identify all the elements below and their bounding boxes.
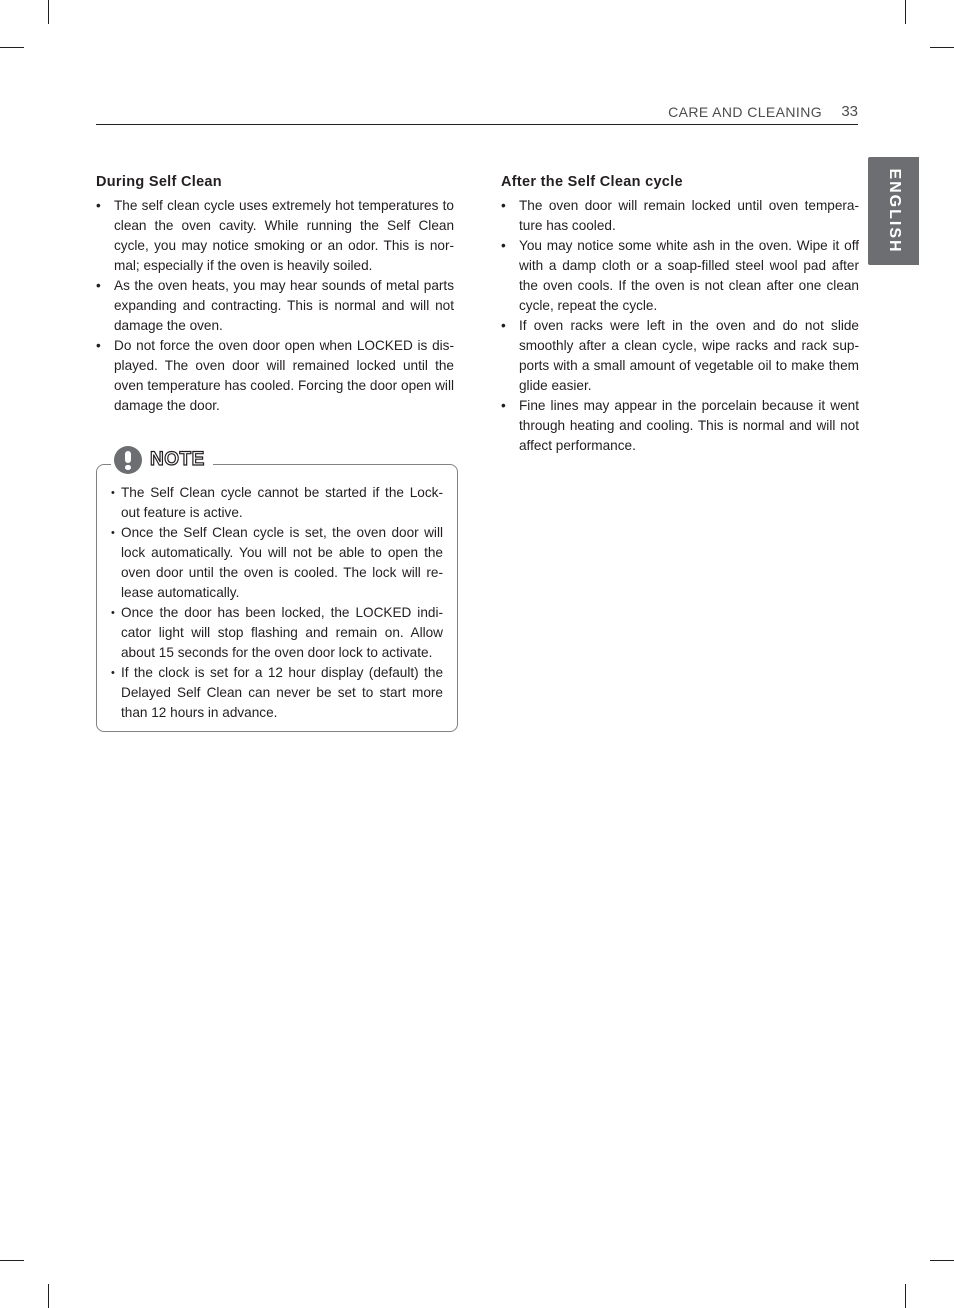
crop-mark xyxy=(930,1260,954,1261)
list-item: • The Self Clean cycle cannot be started if the Lock-out feature is active. xyxy=(111,483,443,523)
list-item: • If the clock is set for a 12 hour display (default) the Delayed Self Clean can never be set to start more than 12 hours in advance. xyxy=(111,663,443,723)
page-header xyxy=(96,104,858,125)
list-item: • Once the door has been locked, the LOCKED indi-cator light will stop flashing and remain on. Allow about 15 seconds for the oven door lock to activate. xyxy=(111,603,443,663)
note-box xyxy=(96,449,458,732)
left-column xyxy=(96,172,454,416)
list-item: • Do not force the oven door open when LOCKED is dis-played. The oven door will remained locked until the oven temperature has cooled. Forcing the door open will damage the door. xyxy=(96,336,454,416)
list-item: • The self clean cycle uses extremely hot temperatures to clean the oven cavity. While running the Self Clean cycle, you may notice smoking or an odor. This is nor-mal; especially if the oven is heavily soiled. xyxy=(96,196,454,276)
section-heading-after-self-clean: After the Self Clean cycle xyxy=(501,174,683,190)
section-heading-during-self-clean: During Self Clean xyxy=(96,174,222,190)
crop-mark xyxy=(930,47,954,48)
list-item: • Once the Self Clean cycle is set, the oven door will lock automatically. You will not be able to open the oven door until the oven is cooled. The lock will re-lease automatically. xyxy=(111,523,443,603)
crop-mark xyxy=(48,0,49,24)
crop-mark xyxy=(0,1260,24,1261)
language-tab-label: ENGLISH xyxy=(885,168,903,254)
note-header xyxy=(111,445,213,475)
crop-mark xyxy=(48,1284,49,1308)
crop-mark xyxy=(905,0,906,24)
right-column xyxy=(501,172,859,456)
section-title: CARE AND CLEANING xyxy=(668,104,822,120)
after-self-clean-list xyxy=(501,196,859,456)
during-self-clean-list xyxy=(96,196,454,416)
note-body xyxy=(111,483,443,723)
crop-mark xyxy=(0,47,24,48)
note-list xyxy=(111,483,443,723)
list-item: • You may notice some white ash in the oven. Wipe it off with a damp cloth or a soap-filled steel wool pad after the oven cools. If the oven is not clean after one clean cycle, repeat the cycle. xyxy=(501,236,859,316)
page-number: 33 xyxy=(841,103,858,120)
exclamation-icon xyxy=(114,446,142,474)
note-title: NOTE xyxy=(150,449,205,470)
language-tab xyxy=(868,157,919,265)
list-item: • As the oven heats, you may hear sounds of metal parts expanding and contracting. This is normal and will not damage the oven. xyxy=(96,276,454,336)
list-item: • Fine lines may appear in the porcelain because it went through heating and cooling. This is normal and will not affect performance. xyxy=(501,396,859,456)
list-item: • The oven door will remain locked until oven tempera-ture has cooled. xyxy=(501,196,859,236)
list-item: • If oven racks were left in the oven and do not slide smoothly after a clean cycle, wipe racks and rack sup-ports with a small amount of vegetable oil to make them glide easier. xyxy=(501,316,859,396)
crop-mark xyxy=(905,1284,906,1308)
